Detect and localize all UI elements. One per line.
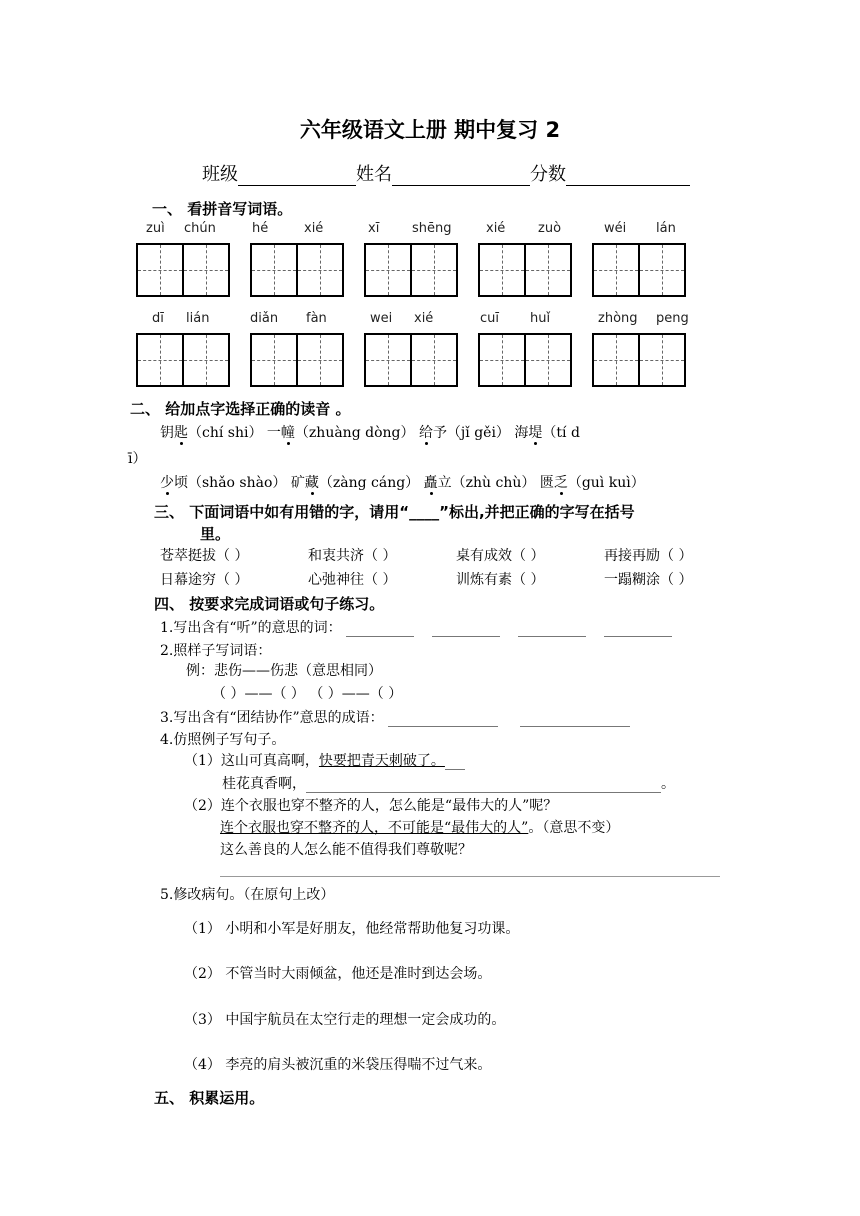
text: 予（jǐ gěi） 海 — [432, 425, 529, 441]
text: 顷（shǎo shào） 矿 — [174, 475, 305, 491]
text: （zhuàng dòng） — [294, 425, 419, 441]
question-2: 2.照样子写词语： — [160, 643, 272, 659]
pinyin-label: zuò — [538, 221, 562, 236]
answer-blank[interactable] — [346, 622, 414, 637]
text: （tí d — [542, 425, 580, 441]
question-4-2-example — [220, 817, 619, 837]
question-2-example: 例：悲伤——伤悲（意思相同） — [186, 663, 382, 679]
pinyin-label: lán — [656, 221, 676, 236]
word-item[interactable]: 桌有成效（ ） — [456, 548, 545, 564]
sentence-item[interactable]: （2） 不管当时大雨倾盆，他还是准时到达会场。 — [184, 966, 492, 982]
pinyin-label: xié — [414, 311, 434, 326]
dotted-char: 给 — [418, 425, 433, 441]
pinyin-label: xié — [486, 221, 506, 236]
question-4-1 — [184, 750, 465, 770]
period: 。 — [661, 776, 675, 792]
name-label: 姓名 — [356, 164, 392, 185]
pinyin-label: cuī — [480, 311, 499, 326]
word-item[interactable]: 日幕途穷（ ） — [160, 572, 249, 588]
pinyin-label: dī — [152, 311, 164, 326]
writing-grid[interactable] — [136, 333, 230, 387]
pinyin-label: xié — [304, 221, 324, 236]
section-4-heading: 四、 按要求完成词语或句子练习。 — [154, 595, 385, 613]
question-5: 5.修改病句。（在原句上改） — [160, 887, 335, 903]
sentence-item[interactable]: （1） 小明和小军是好朋友，他经常帮助他复习功课。 — [184, 921, 520, 937]
example-text: （1）这山可真高啊， — [184, 753, 319, 769]
writing-grid[interactable] — [250, 333, 344, 387]
score-label: 分数 — [530, 164, 566, 185]
dotted-char: 矗 — [423, 475, 438, 491]
student-info-line — [202, 160, 690, 186]
pinyin-label: zuì — [146, 221, 165, 236]
answer-blank[interactable] — [518, 622, 586, 637]
question-4-2-prompt: 这么善良的人怎么能不值得我们尊敬呢？ — [220, 842, 472, 858]
writing-grid[interactable] — [478, 243, 572, 297]
word-item[interactable]: 训炼有素（ ） — [456, 572, 545, 588]
answer-blank[interactable] — [432, 622, 500, 637]
pronunciation-line-1 — [160, 422, 580, 442]
class-field[interactable] — [238, 165, 356, 186]
text: 立（zhù chù） 匮 — [437, 475, 554, 491]
pinyin-label: wéi — [604, 221, 627, 236]
answer-blank[interactable] — [306, 778, 661, 793]
question-4-1-answer — [222, 773, 675, 793]
dotted-char: 乏 — [553, 475, 568, 491]
note-text: 。（意思不变） — [528, 820, 620, 836]
question-text: 1.写出含有“听”的意思的词： — [160, 620, 342, 636]
page-title: 六年级语文上册 期中复习 2 — [299, 118, 561, 142]
question-4: 4.仿照例子写句子。 — [160, 732, 286, 748]
question-4-2: （2）连个衣服也穿不整齐的人，怎么能是“最伟大的人”呢？ — [184, 798, 558, 814]
question-3 — [160, 707, 630, 727]
dotted-char: 藏 — [304, 475, 319, 491]
answer-blank[interactable] — [520, 712, 630, 727]
pinyin-label: wei — [370, 311, 393, 326]
underlined-text: 连个衣服也穿不整齐的人，不可能是“最伟大的人” — [220, 820, 529, 836]
word-item[interactable]: 再接再励（ ） — [604, 548, 693, 564]
text: 钥 — [160, 425, 174, 441]
question-2-blanks[interactable]: （ ）——（ ） （ ）——（ ） — [212, 686, 403, 702]
sentence-item[interactable]: （3） 中国宇航员在太空行走的理想一定会成功的。 — [184, 1012, 506, 1028]
writing-grid[interactable] — [250, 243, 344, 297]
pinyin-label: shēng — [412, 221, 452, 236]
class-label: 班级 — [202, 164, 238, 185]
pinyin-label: lián — [186, 311, 210, 326]
word-item[interactable]: 一蹋糊涂（ ） — [604, 572, 693, 588]
pronunciation-line-1-wrap: ī） — [128, 451, 147, 467]
dotted-char: 少 — [160, 475, 174, 491]
question-1 — [160, 617, 672, 637]
question-text: 3.写出含有“团结协作”意思的成语： — [160, 710, 384, 726]
text: （chí shi） 一 — [188, 425, 281, 441]
underline-ext — [445, 755, 465, 770]
answer-blank[interactable] — [388, 712, 498, 727]
writing-grid[interactable] — [136, 243, 230, 297]
name-field[interactable] — [392, 165, 530, 186]
section-5-heading: 五、 积累运用。 — [154, 1089, 265, 1107]
pinyin-label: peng — [656, 311, 689, 326]
writing-grid[interactable] — [592, 333, 686, 387]
word-item[interactable]: 和衷共济（ ） — [308, 548, 397, 564]
writing-grid[interactable] — [478, 333, 572, 387]
dotted-char: 匙 — [174, 425, 188, 441]
pinyin-label: diǎn — [250, 311, 279, 326]
section-3-heading: 三、 下面词语中如有用错的字，请用“____”标出,并把正确的字写在括号 — [154, 503, 635, 521]
pinyin-label: huǐ — [530, 311, 551, 326]
text: （zàng cáng） — [318, 475, 424, 491]
text: （guì kuì） — [567, 475, 645, 491]
answer-blank[interactable] — [604, 622, 672, 637]
pinyin-label: fàn — [306, 311, 327, 326]
pinyin-label: hé — [252, 221, 269, 236]
section-3-heading-cont: 里。 — [200, 525, 231, 543]
word-item[interactable]: 苍萃挺拔（ ） — [160, 548, 249, 564]
pinyin-label: chún — [184, 221, 216, 236]
sentence-item[interactable]: （4） 李亮的肩头被沉重的米袋压得喘不过气来。 — [184, 1057, 492, 1073]
writing-grid[interactable] — [364, 243, 458, 297]
pinyin-label: zhòng — [598, 311, 638, 326]
writing-grid[interactable] — [364, 333, 458, 387]
section-2-heading: 二、 给加点字选择正确的读音 。 — [130, 400, 351, 418]
prompt-text: 桂花真香啊， — [222, 776, 306, 792]
dotted-char: 堤 — [528, 425, 543, 441]
score-field[interactable] — [566, 165, 690, 186]
answer-line[interactable] — [220, 876, 720, 877]
word-item[interactable]: 心弛神往（ ） — [308, 572, 397, 588]
dotted-char: 幢 — [280, 425, 295, 441]
pinyin-label: xī — [368, 221, 380, 236]
writing-grid[interactable] — [592, 243, 686, 297]
section-1-heading: 一、 看拼音写词语。 — [152, 200, 293, 218]
underlined-text: 快要把青天刺破了。 — [318, 753, 445, 769]
pronunciation-line-2 — [160, 472, 645, 492]
